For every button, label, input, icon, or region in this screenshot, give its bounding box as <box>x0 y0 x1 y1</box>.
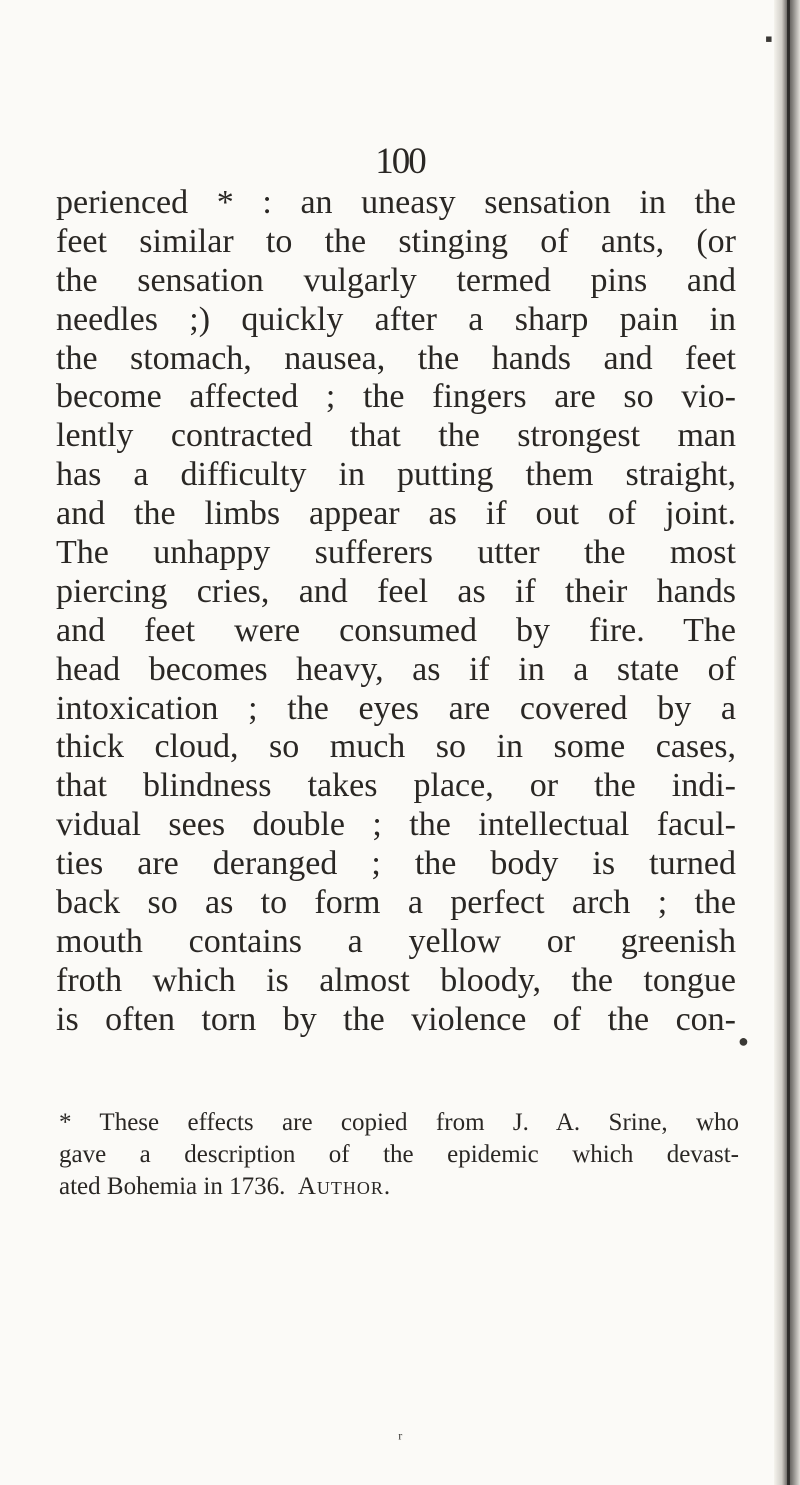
text-line: is often torn by the violence of the con- <box>56 1000 736 1038</box>
text-line: head becomes heavy, as if in a state of <box>56 650 736 688</box>
ink-fleck: ʳ <box>398 1428 403 1450</box>
text-line: lently contracted that the strongest man <box>56 417 736 455</box>
ink-fleck: ● <box>738 1031 749 1051</box>
text-line: The unhappy sufferers utter the most <box>56 534 736 572</box>
text-line: back so as to form a perfect arch ; the <box>56 884 736 922</box>
text-line: piercing cries, and feel as if their hands <box>56 572 736 610</box>
body-text <box>56 184 736 1040</box>
ink-fleck: ▪ <box>765 26 773 51</box>
text-line: feet similar to the stinging of ants, (or <box>56 222 736 260</box>
text-line: froth which is almost bloody, the tongue <box>56 961 736 999</box>
text-line: has a difficulty in putting them straight, <box>56 456 736 494</box>
footnote <box>59 1107 739 1203</box>
text-line: the stomach, nausea, the hands and feet <box>56 339 736 377</box>
text-line: ties are deranged ; the body is turned <box>56 845 736 883</box>
footnote-author: Author. <box>297 1173 392 1200</box>
text-line: intoxication ; the eyes are covered by a <box>56 689 736 727</box>
footnote-line: gave a description of the epidemic which devast- <box>59 1141 739 1168</box>
footnote-line-last <box>59 1171 739 1203</box>
text-line: vidual sees double ; the intellectual facul- <box>56 806 736 844</box>
text-line: the sensation vulgarly termed pins and <box>56 261 736 299</box>
page-number: 100 <box>375 141 425 182</box>
text-line: perienced * : an uneasy sensation in the <box>56 184 736 221</box>
text-line: needles ;) quickly after a sharp pain in <box>56 300 736 338</box>
footnote-line-text: ated Bohemia in 1736. <box>59 1173 286 1200</box>
text-line: mouth contains a yellow or greenish <box>56 922 736 960</box>
text-line: and the limbs appear as if out of joint. <box>56 495 736 533</box>
footnote-line: * These effects are copied from J. A. Srine, who <box>59 1109 739 1136</box>
text-line: that blindness takes place, or the indi- <box>56 767 736 805</box>
text-line: and feet were consumed by fire. The <box>56 611 736 649</box>
text-line: become affected ; the fingers are so vio- <box>56 378 736 416</box>
text-line: thick cloud, so much so in some cases, <box>56 728 736 766</box>
binding-edge-line <box>787 0 790 1485</box>
